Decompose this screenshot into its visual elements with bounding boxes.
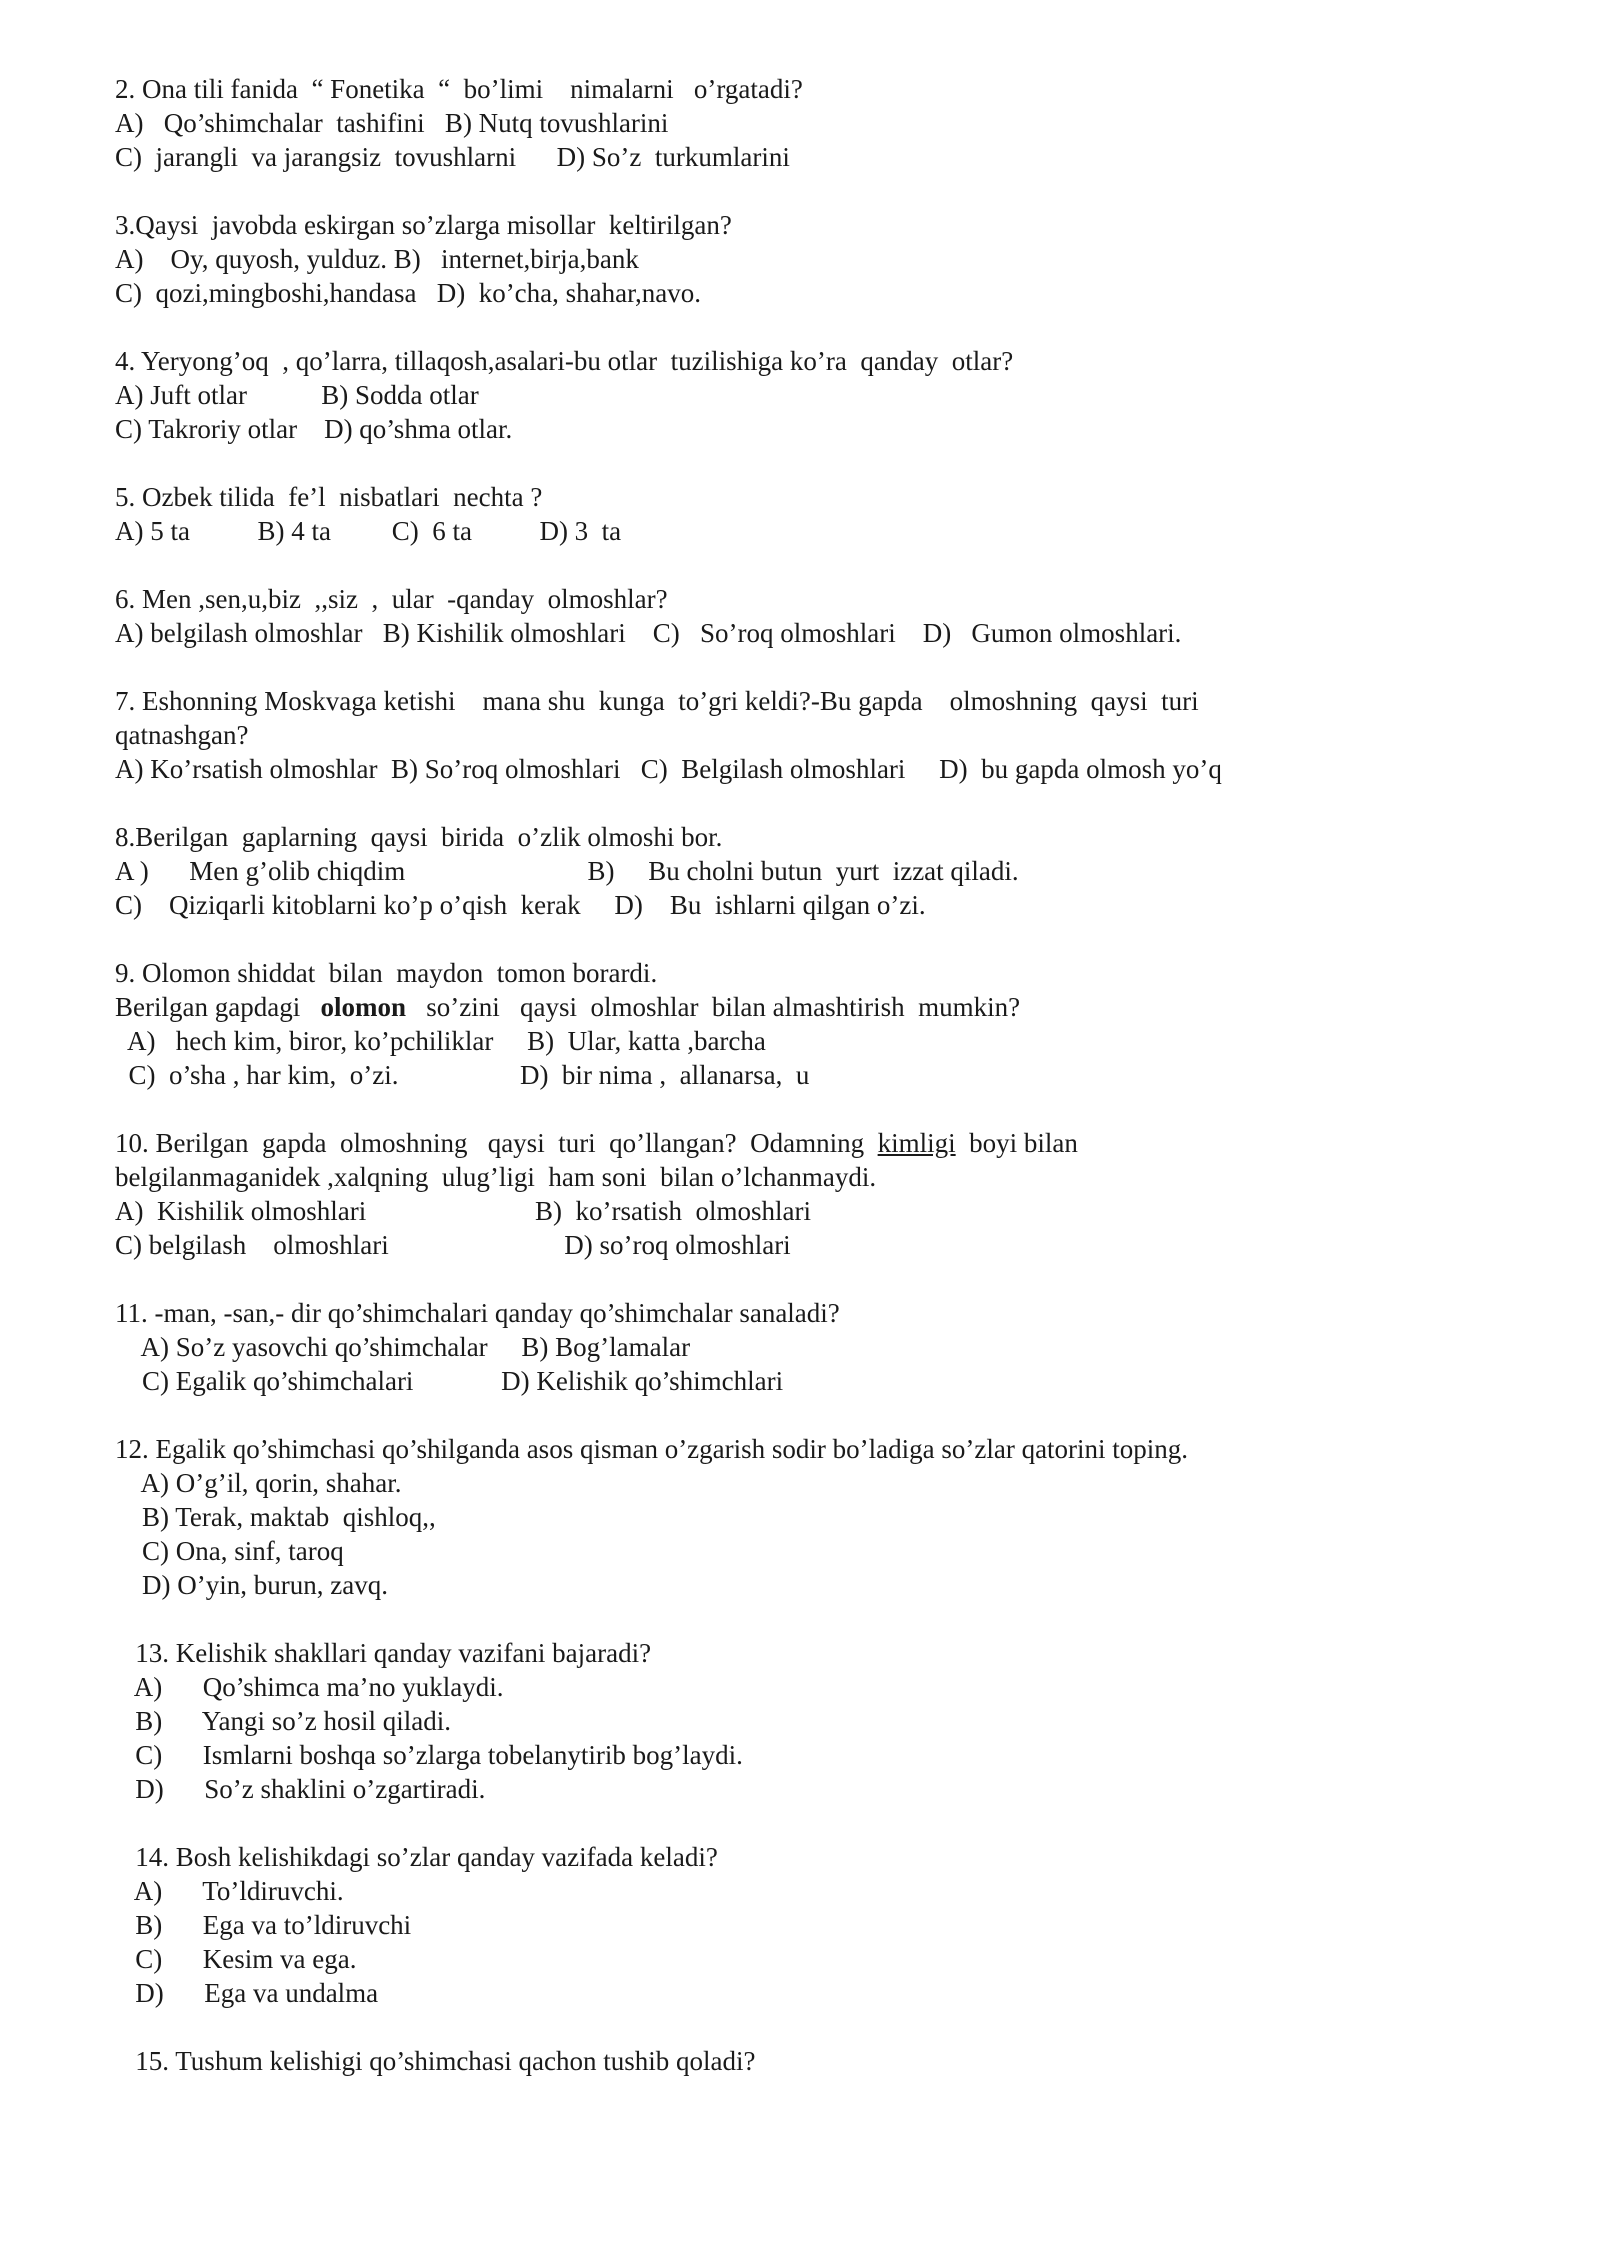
- question-9-options-cd: C) o’sha , har kim, o’zi. D) bir nima , allanarsa, u: [115, 1060, 810, 1090]
- question-6: 6. Men ,sen,u,biz ,,siz , ular -qanday olmoshlar?: [115, 584, 668, 614]
- question-13-option-a: A) Qo’shimca ma’no yuklaydi.: [115, 1672, 504, 1702]
- question-12-option-a: A) O’g’il, qorin, shahar.: [115, 1468, 402, 1498]
- question-9-options-ab: A) hech kim, biror, ko’pchiliklar B) Ular, katta ,barcha: [115, 1026, 766, 1056]
- question-11-options-ab: A) So’z yasovchi qo’shimchalar B) Bog’lamalar: [115, 1332, 691, 1362]
- question-14-option-a: A) To’ldiruvchi.: [115, 1876, 344, 1906]
- question-12: 12. Egalik qo’shimchasi qo’shilganda asos qisman o’zgarish sodir bo’ladiga so’zlar qatorini toping.: [115, 1434, 1189, 1464]
- question-4-options-cd: C) Takroriy otlar D) qo’shma otlar.: [115, 414, 513, 444]
- question-5-options: A) 5 ta B) 4 ta C) 6 ta D) 3 ta: [115, 516, 622, 546]
- question-10-options-cd: C) belgilash olmoshlari D) so’roq olmoshlari: [115, 1230, 791, 1260]
- question-3-options-ab: A) Oy, quyosh, yulduz. B) internet,birja,bank: [115, 244, 639, 274]
- question-13-option-d: D) So’z shaklini o’zgartiradi.: [115, 1774, 486, 1804]
- question-9-prompt-bold-word: olomon: [320, 992, 406, 1022]
- question-10-continued: belgilanmaganidek ,xalqning ulug’ligi ham soni bilan o’lchanmaydi.: [115, 1162, 877, 1192]
- question-8-options-ab: A ) Men g’olib chiqdim B) Bu cholni butun yurt izzat qiladi.: [115, 856, 1019, 886]
- question-11-options-cd: C) Egalik qo’shimchalari D) Kelishik qo’shimchlari: [115, 1366, 784, 1396]
- question-12-option-d: D) O’yin, burun, zavq.: [115, 1570, 388, 1600]
- question-7-options: A) Ko’rsatish olmoshlar B) So’roq olmoshlari C) Belgilash olmoshlari D) bu gapda olmosh yo’q: [115, 754, 1222, 784]
- question-14-option-b: B) Ega va to’ldiruvchi: [115, 1910, 412, 1940]
- question-10-after: boyi bilan: [955, 1128, 1078, 1158]
- question-14-option-d: D) Ega va undalma: [115, 1978, 379, 2008]
- question-9-prompt-before: Berilgan gapdagi: [115, 992, 321, 1022]
- question-15: 15. Tushum kelishigi qo’shimchasi qachon tushib qoladi?: [115, 2046, 756, 2076]
- question-12-option-c: C) Ona, sinf, taroq: [115, 1536, 344, 1566]
- question-9-prompt-after: so’zini qaysi olmoshlar bilan almashtirish mumkin?: [405, 992, 1021, 1022]
- question-10-options-ab: A) Kishilik olmoshlari B) ko’rsatish olmoshlari: [115, 1196, 811, 1226]
- question-13: 13. Kelishik shakllari qanday vazifani bajaradi?: [115, 1638, 652, 1668]
- question-2-options-ab: A) Qo’shimchalar tashifini B) Nutq tovushlarini: [115, 108, 669, 138]
- question-5: 5. Ozbek tilida fe’l nisbatlari nechta ?: [115, 482, 543, 512]
- question-14: 14. Bosh kelishikdagi so’zlar qanday vazifada keladi?: [115, 1842, 718, 1872]
- question-3: 3.Qaysi javobda eskirgan so’zlarga misollar keltirilgan?: [115, 210, 732, 240]
- question-10: [115, 1126, 1078, 1160]
- question-4-options-ab: A) Juft otlar B) Sodda otlar: [115, 380, 479, 410]
- question-14-option-c: C) Kesim va ega.: [115, 1944, 357, 1974]
- question-3-options-cd: C) qozi,mingboshi,handasa D) ko’cha, shahar,navo.: [115, 278, 702, 308]
- question-6-options: A) belgilash olmoshlar B) Kishilik olmoshlari C) So’roq olmoshlari D) Gumon olmoshlari.: [115, 618, 1182, 648]
- question-8: 8.Berilgan gaplarning qaysi birida o’zlik olmoshi bor.: [115, 822, 723, 852]
- question-12-option-b: B) Terak, maktab qishloq,,: [115, 1502, 436, 1532]
- question-13-option-b: B) Yangi so’z hosil qiladi.: [115, 1706, 452, 1736]
- question-9: 9. Olomon shiddat bilan maydon tomon borardi.: [115, 958, 658, 988]
- question-13-option-c: C) Ismlarni boshqa so’zlarga tobelanytirib bog’laydi.: [115, 1740, 743, 1770]
- question-10-underlined-word: kimligi: [877, 1128, 956, 1158]
- question-2-options-cd: C) jarangli va jarangsiz tovushlarni D) So’z turkumlarini: [115, 142, 790, 172]
- question-2: 2. Ona tili fanida “ Fonetika “ bo’limi nimalarni o’rgatadi?: [115, 74, 803, 104]
- question-9-prompt: [115, 990, 1020, 1024]
- question-7-continued: qatnashgan?: [115, 720, 249, 750]
- question-10-before: 10. Berilgan gapda olmoshning qaysi turi qo’llangan? Odamning: [115, 1128, 878, 1158]
- question-7: 7. Eshonning Moskvaga ketishi mana shu kunga to’gri keldi?-Bu gapda olmoshning qaysi turi: [115, 686, 1199, 716]
- question-11: 11. -man, -san,- dir qo’shimchalari qanday qo’shimchalar sanaladi?: [115, 1298, 840, 1328]
- question-8-options-cd: C) Qiziqarli kitoblarni ko’p o’qish kerak D) Bu ishlarni qilgan o’zi.: [115, 890, 926, 920]
- question-4: 4. Yeryong’oq , qo’larra, tillaqosh,asalari-bu otlar tuzilishiga ko’ra qanday otlar?: [115, 346, 1014, 376]
